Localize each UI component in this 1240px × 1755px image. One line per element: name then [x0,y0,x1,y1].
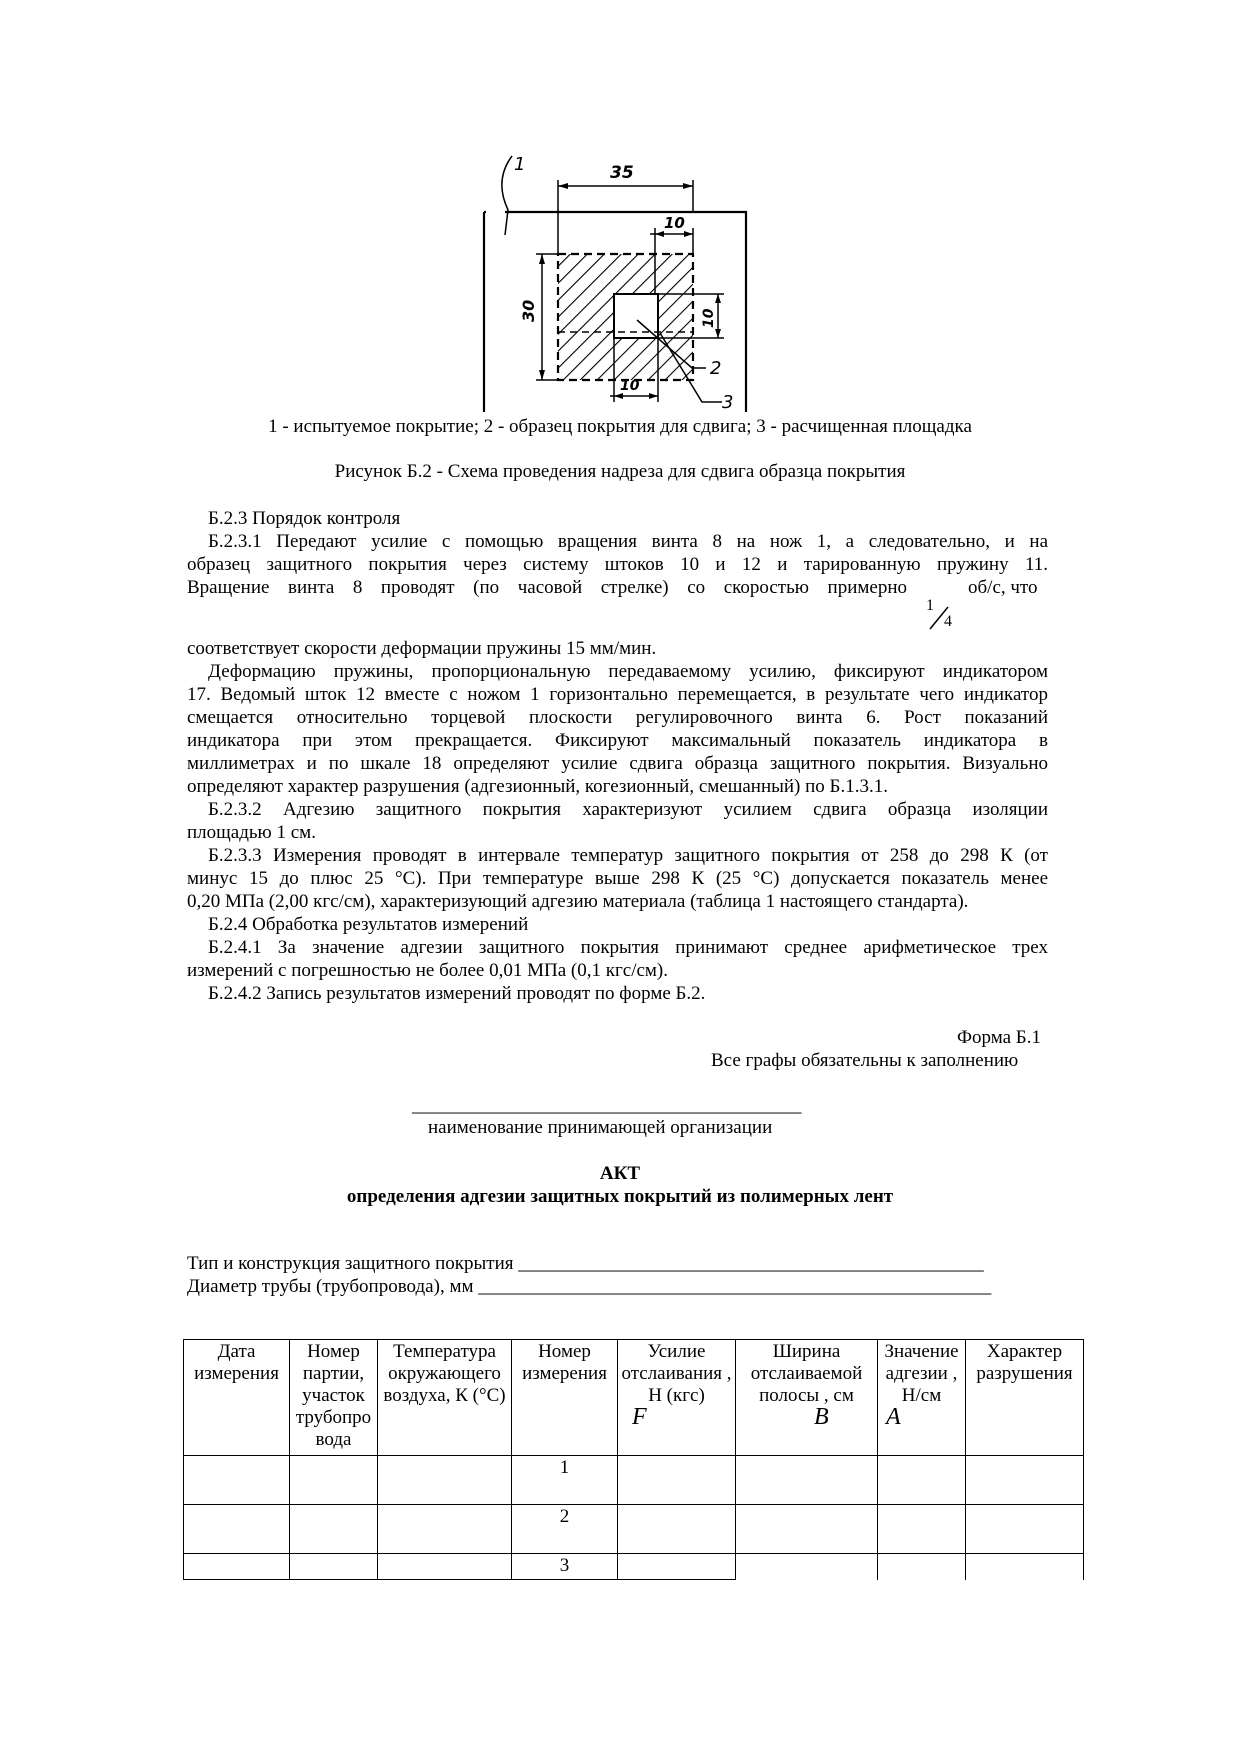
heading-b-2-3: Б.2.3 Порядок контроля [208,508,401,529]
para-b-2-3-2-line1: Б.2.3.2 Адгезию защитного покрытия характеризуют усилием сдвига образца изоляции [208,799,1048,820]
dim-10-bottom: 10 [620,378,640,394]
para-b-2-4-1-line1: Б.2.4.1 За значение адгезии защитного покрытия принимают среднее арифметическое трех [208,937,1048,958]
organization-caption: наименование принимающей организации [428,1117,773,1138]
cell[interactable] [290,1554,378,1580]
callout-3: 3 [722,392,734,412]
form-note: Все графы обязательны к заполнению [711,1050,1019,1071]
header-adhesion-value: Значение адгезии , Н/см A [878,1340,966,1456]
cell[interactable] [878,1456,966,1505]
cell[interactable] [966,1554,1084,1580]
para-b-2-4-2: Б.2.4.2 Запись результатов измерений проводят по форме Б.2. [208,983,706,1004]
header-batch: Номер партии, участок трубопро вода [290,1340,378,1456]
heading-b-2-4: Б.2.4 Обработка результатов измерений [208,914,529,935]
cell[interactable] [966,1456,1084,1505]
dim-10-right: 10 [701,308,717,328]
header-peel-force: Усилие отслаивания , Н (кгс) F [618,1340,736,1456]
para-b-2-3-1-line4: соответствует скорости деформации пружины 15 мм/мин. [187,638,657,659]
header-date: Дата измерения [184,1340,290,1456]
cell[interactable] [290,1456,378,1505]
dim-30: 30 [519,299,538,322]
callout-1-leader [502,156,512,235]
dim-35: 35 [610,163,634,183]
act-title: АКТ [599,1163,641,1184]
adhesion-results-table [183,1339,1084,1580]
cell[interactable] [378,1505,512,1554]
cell[interactable] [736,1456,878,1505]
para-deformation-line4: индикатора при этом прекращается. Фиксируют максимальный показатель индикатора в [187,730,1048,751]
para-b-2-4-1-line2: измерений с погрешностью не более 0,01 МПа (0,1 кгс/см). [187,960,669,981]
para-deformation-line6: определяют характер разрушения (адгезионный, когезионный, смешанный) по Б.1.3.1. [187,776,888,797]
header-measurement-no: Номер измерения [512,1340,618,1456]
row-number: 3 [512,1554,618,1580]
figure-legend: 1 - испытуемое покрытие; 2 - образец покрытия для сдвига; 3 - расчищенная площадка [268,416,972,437]
cell[interactable] [290,1505,378,1554]
para-b-2-3-1-line3: Вращение винта 8 проводят (по часовой стрелке) со скоростью примерно [187,577,907,598]
fraction-one-quarter [924,597,960,633]
figure-diagram [470,150,760,412]
row-number: 2 [512,1505,618,1554]
callout-1: 1 [514,154,526,175]
cell[interactable] [966,1505,1084,1554]
para-deformation-line3: смещается относительно торцевой плоскости регулировочного винта 6. Рост показаний [187,707,1048,728]
fraction-slash [924,597,960,633]
para-b-2-3-1-line2: образец защитного покрытия через систему штоков 10 и 12 и тарированную пружину 11. [187,554,1048,575]
row-number: 1 [512,1456,618,1505]
cell[interactable] [378,1554,512,1580]
table-row [184,1456,1084,1505]
table-header-row [184,1340,1084,1456]
cell[interactable] [736,1505,878,1554]
para-deformation-line5: миллиметрах и по шкале 18 определяют усилие сдвига образца защитного покрытия. Визуально [187,753,1048,774]
form-label: Форма Б.1 [957,1027,1041,1048]
para-b-2-3-2-line2: площадью 1 см. [187,822,316,843]
para-b-2-3-1-line3-end: об/с, что [968,577,1038,598]
cell[interactable] [878,1505,966,1554]
var-a: A [886,1404,901,1430]
figure-caption: Рисунок Б.2 - Схема проведения надреза для сдвига образца покрытия [334,461,906,482]
organization-line: _________________________________________ [412,1095,802,1116]
para-b-2-3-1-line1: Б.2.3.1 Передают усилие с помощью вращения винта 8 на нож 1, а следовательно, и на [208,531,1048,552]
var-f: F [632,1404,647,1430]
callout-2: 2 [710,358,722,379]
header-temperature: Температура окружающего воздуха, К (°С) [378,1340,512,1456]
para-deformation-line1: Деформацию пружины, пропорциональную передаваемому усилию, фиксируют индикатором [208,661,1048,682]
header-failure-type: Характер разрушения [966,1340,1084,1456]
coating-type-field: Тип и конструкция защитного покрытия _________________________________________________ [187,1253,984,1274]
fraction-denominator: 4 [944,613,952,630]
cell[interactable] [878,1554,966,1580]
cell[interactable] [618,1554,736,1580]
cell[interactable] [184,1456,290,1505]
cell[interactable] [184,1505,290,1554]
cell[interactable] [618,1505,736,1554]
table-row [184,1554,1084,1580]
cell[interactable] [184,1554,290,1580]
act-subtitle: определения адгезии защитных покрытий из полимерных лент [346,1186,894,1207]
para-b-2-3-3-line1: Б.2.3.3 Измерения проводят в интервале температур защитного покрытия от 258 до 298 К (от [208,845,1048,866]
para-b-2-3-3-line2: минус 15 до плюс 25 °С). При температуре выше 298 К (25 °С) допускается показатель менее [187,868,1048,889]
para-deformation-line2: 17. Ведомый шток 12 вместе с ножом 1 горизонтально перемещается, в результате чего индикатор [187,684,1048,705]
para-b-2-3-3-line3: 0,20 МПа (2,00 кгс/см), характеризующий адгезию материала (таблица 1 настоящего стандарта). [187,891,969,912]
dim-10-top: 10 [664,214,685,232]
cell[interactable] [736,1554,878,1580]
cell[interactable] [378,1456,512,1505]
cell[interactable] [618,1456,736,1505]
header-strip-width: Ширина отслаиваемой полосы , см B [736,1340,878,1456]
var-b: B [814,1404,829,1430]
fraction-numerator: 1 [926,597,934,614]
table-row [184,1505,1084,1554]
pipe-diameter-field: Диаметр трубы (трубопровода), мм ______________________________________________________ [187,1276,992,1297]
